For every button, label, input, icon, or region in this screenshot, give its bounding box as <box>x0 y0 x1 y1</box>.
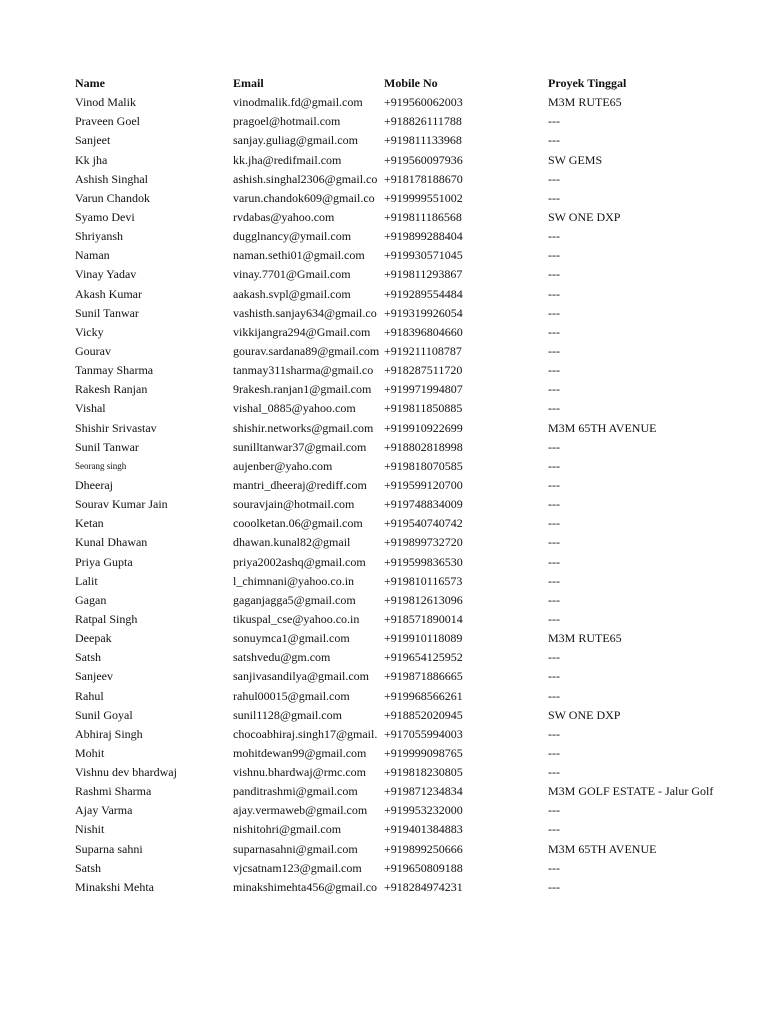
contact-proyek: --- <box>548 171 560 186</box>
contact-name: Vicky <box>75 324 104 339</box>
contact-mobile: +919810116573 <box>384 573 463 588</box>
table-row <box>75 514 755 533</box>
contact-proyek: M3M RUTE65 <box>548 95 622 110</box>
contact-table <box>75 74 755 897</box>
table-row <box>75 323 755 342</box>
contact-email: vishnu.bhardwaj@rmc.com <box>233 765 367 780</box>
contact-proyek: --- <box>548 516 560 531</box>
contact-email: sonuymca1@gmail.com <box>233 631 350 646</box>
contact-mobile: +919289554484 <box>384 286 463 301</box>
contact-name: Vishal <box>75 401 106 416</box>
contact-mobile: +917055994003 <box>384 726 463 741</box>
contact-email: chocoabhiraj.singh17@gmail. <box>233 726 378 741</box>
table-row <box>75 457 755 476</box>
contact-name: Sunil Tanwar <box>75 439 139 454</box>
table-row <box>75 476 755 495</box>
contact-mobile: +918287511720 <box>384 363 463 378</box>
contact-name: Shriyansh <box>75 229 123 244</box>
contact-proyek: --- <box>548 879 560 894</box>
contact-proyek: --- <box>548 860 560 875</box>
contact-name: Abhiraj Singh <box>75 726 143 741</box>
table-row <box>75 553 755 572</box>
table-row <box>75 820 755 839</box>
contact-email: rvdabas@yahoo.com <box>233 209 335 224</box>
contact-mobile: +919811293867 <box>384 267 463 282</box>
contact-proyek: --- <box>548 114 560 129</box>
contact-mobile: +919999098765 <box>384 745 463 760</box>
contact-name: Shishir Srivastav <box>75 420 157 435</box>
table-row <box>75 859 755 878</box>
table-row <box>75 399 755 418</box>
contact-name: Kk jha <box>75 152 108 167</box>
contact-proyek: --- <box>548 822 560 837</box>
contact-mobile: +919319926054 <box>384 305 463 320</box>
contact-mobile: +919811186568 <box>384 209 462 224</box>
contact-email: vikkijangra294@Gmail.com <box>233 324 371 339</box>
contact-email: dugglnancy@ymail.com <box>233 229 352 244</box>
contact-mobile: +919560097936 <box>384 152 463 167</box>
contact-name: Sanjeet <box>75 133 111 148</box>
table-row <box>75 419 755 438</box>
contact-mobile: +919871234834 <box>384 784 463 799</box>
contact-name: Rakesh Ranjan <box>75 382 148 397</box>
contact-name: Ashish Singhal <box>75 171 149 186</box>
contact-email: satshvedu@gm.com <box>233 650 331 665</box>
contact-mobile: +918826111788 <box>384 114 462 129</box>
contact-mobile: +918802818998 <box>384 439 463 454</box>
mobile-column-header: Mobile No <box>384 76 438 90</box>
contact-proyek: SW ONE DXP <box>548 707 621 722</box>
contact-proyek: M3M GOLF ESTATE - Jalur Golf <box>548 784 714 799</box>
contact-email: mohitdewan99@gmail.com <box>233 745 367 760</box>
table-row <box>75 725 755 744</box>
contact-mobile: +919211108787 <box>384 343 462 358</box>
contact-mobile: +918178188670 <box>384 171 463 186</box>
table-row <box>75 304 755 323</box>
table-row <box>75 572 755 591</box>
contact-mobile: +918852020945 <box>384 707 463 722</box>
contact-mobile: +919971994807 <box>384 382 463 397</box>
contact-email: shishir.networks@gmail.com <box>233 420 374 435</box>
table-row <box>75 342 755 361</box>
table-row <box>75 189 755 208</box>
contact-email: l_chimnani@yahoo.co.in <box>233 573 355 588</box>
table-body <box>75 93 755 897</box>
contact-mobile: +919401384883 <box>384 822 463 837</box>
contact-proyek: --- <box>548 477 560 492</box>
contact-proyek: SW GEMS <box>548 152 603 167</box>
contact-name: Minakshi Mehta <box>75 879 154 894</box>
contact-name: Kunal Dhawan <box>75 535 148 550</box>
table-row <box>75 706 755 725</box>
contact-email: sunil1128@gmail.com <box>233 707 342 722</box>
contact-proyek: --- <box>548 745 560 760</box>
contact-mobile: +919953232000 <box>384 803 463 818</box>
contact-email: rahul00015@gmail.com <box>233 688 350 703</box>
contact-mobile: +919748834009 <box>384 497 463 512</box>
table-row <box>75 438 755 457</box>
contact-mobile: +919540740742 <box>384 516 463 531</box>
contact-email: dhawan.kunal82@gmail <box>233 535 351 550</box>
table-row <box>75 763 755 782</box>
contact-email: aakash.svpl@gmail.com <box>233 286 351 301</box>
contact-proyek: --- <box>548 669 560 684</box>
table-row <box>75 667 755 686</box>
table-row <box>75 265 755 284</box>
contact-proyek: --- <box>548 726 560 741</box>
contact-proyek: --- <box>548 267 560 282</box>
contact-mobile: +919999551002 <box>384 190 463 205</box>
contact-name: Syamo Devi <box>75 209 135 224</box>
contact-proyek: --- <box>548 133 560 148</box>
contact-proyek: --- <box>548 229 560 244</box>
contact-email: vinay.7701@Gmail.com <box>233 267 351 282</box>
contact-mobile: +919910118089 <box>384 631 463 646</box>
contact-mobile: +919899732720 <box>384 535 463 550</box>
contact-email: cooolketan.06@gmail.com <box>233 516 363 531</box>
contact-email: priya2002ashq@gmail.com <box>233 554 366 569</box>
contact-mobile: +919650809188 <box>384 860 463 875</box>
contact-email: mantri_dheeraj@rediff.com <box>233 477 367 492</box>
contact-proyek: M3M 65TH AVENUE <box>548 420 657 435</box>
contact-email: vishal_0885@yahoo.com <box>233 401 356 416</box>
table-row <box>75 170 755 189</box>
contact-proyek: --- <box>548 248 560 263</box>
contact-proyek: --- <box>548 286 560 301</box>
contact-name: Sunil Goyal <box>75 707 133 722</box>
table-row <box>75 495 755 514</box>
table-row <box>75 782 755 801</box>
contact-mobile: +919968566261 <box>384 688 463 703</box>
contact-mobile: +919599836530 <box>384 554 463 569</box>
contact-email: varun.chandok609@gmail.co <box>233 190 375 205</box>
contact-email: kk.jha@redifmail.com <box>233 152 342 167</box>
proyek-column-header: Proyek Tinggal <box>548 76 627 90</box>
contact-email: nishitohri@gmail.com <box>233 822 342 837</box>
contact-name: Satsh <box>75 650 102 665</box>
contact-proyek: --- <box>548 765 560 780</box>
contact-name: Ratpal Singh <box>75 611 138 626</box>
contact-name: Suparna sahni <box>75 841 143 856</box>
contact-email: gaganjagga5@gmail.com <box>233 592 356 607</box>
header-row <box>75 74 755 93</box>
contact-name: Lalit <box>75 573 98 588</box>
name-column-header: Name <box>75 76 105 90</box>
contact-email: pragoel@hotmail.com <box>233 114 341 129</box>
email-column-header: Email <box>233 76 264 90</box>
contact-proyek: --- <box>548 803 560 818</box>
contact-proyek: --- <box>548 324 560 339</box>
contact-name: Sunil Tanwar <box>75 305 139 320</box>
table-row <box>75 744 755 763</box>
contact-email: naman.sethi01@gmail.com <box>233 248 365 263</box>
table-row <box>75 610 755 629</box>
contact-mobile: +919599120700 <box>384 477 463 492</box>
contact-name: Gourav <box>75 343 111 358</box>
contact-name: Priya Gupta <box>75 554 133 569</box>
contact-name: Praveen Goel <box>75 114 140 129</box>
contact-name: Sanjeev <box>75 669 113 684</box>
contact-proyek: --- <box>548 573 560 588</box>
contact-mobile: +919899250666 <box>384 841 463 856</box>
contact-email: souravjain@hotmail.com <box>233 497 355 512</box>
contact-mobile: +919930571045 <box>384 248 463 263</box>
contact-email: 9rakesh.ranjan1@gmail.com <box>233 382 372 397</box>
contact-email: vashisth.sanjay634@gmail.co <box>233 305 377 320</box>
contact-mobile: +919818230805 <box>384 765 463 780</box>
contact-mobile: +919871886665 <box>384 669 463 684</box>
contact-proyek: SW ONE DXP <box>548 209 621 224</box>
contact-name: Tanmay Sharma <box>75 363 154 378</box>
contact-email: sanjivasandilya@gmail.com <box>233 669 370 684</box>
table-row <box>75 246 755 265</box>
contact-name: Ketan <box>75 516 104 531</box>
table-row <box>75 93 755 112</box>
contact-name: Dheeraj <box>75 477 113 492</box>
contact-mobile: +918571890014 <box>384 611 463 626</box>
table-row <box>75 687 755 706</box>
contact-mobile: +918396804660 <box>384 324 463 339</box>
contact-proyek: --- <box>548 382 560 397</box>
contact-name: Akash Kumar <box>75 286 142 301</box>
contact-email: tanmay311sharma@gmail.co <box>233 363 374 378</box>
contact-mobile: +919910922699 <box>384 420 463 435</box>
contact-proyek: M3M 65TH AVENUE <box>548 841 657 856</box>
contact-email: ajay.vermaweb@gmail.com <box>233 803 368 818</box>
contact-email: sanjay.guliag@gmail.com <box>233 133 358 148</box>
table-row <box>75 380 755 399</box>
contact-mobile: +919899288404 <box>384 229 463 244</box>
contact-email: minakshimehta456@gmail.co <box>233 879 378 894</box>
table-row <box>75 227 755 246</box>
contact-name: Rahul <box>75 688 104 703</box>
table-row <box>75 208 755 227</box>
contact-proyek: --- <box>548 458 560 473</box>
table-row <box>75 801 755 820</box>
contact-proyek: --- <box>548 363 560 378</box>
contact-name: Rashmi Sharma <box>75 784 152 799</box>
contact-name: Sourav Kumar Jain <box>75 497 168 512</box>
contact-mobile: +919811850885 <box>384 401 463 416</box>
contact-name: Seorang singh <box>75 460 127 471</box>
table-row <box>75 533 755 552</box>
contact-name: Mohit <box>75 745 105 760</box>
contact-mobile: +918284974231 <box>384 879 463 894</box>
contact-name: Satsh <box>75 860 102 875</box>
contact-proyek: --- <box>548 401 560 416</box>
contact-name: Ajay Varma <box>75 803 133 818</box>
table-row <box>75 112 755 131</box>
contact-name: Naman <box>75 248 110 263</box>
table-row <box>75 361 755 380</box>
table-row <box>75 151 755 170</box>
table-row <box>75 878 755 897</box>
contact-email: sunilltanwar37@gmail.com <box>233 439 367 454</box>
table-row <box>75 648 755 667</box>
table-row <box>75 629 755 648</box>
contact-proyek: --- <box>548 592 560 607</box>
contact-proyek: --- <box>548 305 560 320</box>
contact-proyek: --- <box>548 611 560 626</box>
contact-email: vinodmalik.fd@gmail.com <box>233 95 363 110</box>
contact-name: Deepak <box>75 631 112 646</box>
contact-name: Vishnu dev bhardwaj <box>75 765 177 780</box>
contact-name: Varun Chandok <box>75 190 150 205</box>
contact-email: tikuspal_cse@yahoo.co.in <box>233 611 360 626</box>
contact-mobile: +919811133968 <box>384 133 462 148</box>
contact-mobile: +919812613096 <box>384 592 463 607</box>
contact-email: vjcsatnam123@gmail.com <box>233 860 362 875</box>
table-row <box>75 591 755 610</box>
contact-name: Nishit <box>75 822 105 837</box>
contact-email: aujenber@yaho.com <box>233 458 333 473</box>
contact-mobile: +919560062003 <box>384 95 463 110</box>
table-row <box>75 285 755 304</box>
contact-mobile: +919654125952 <box>384 650 463 665</box>
contact-proyek: --- <box>548 650 560 665</box>
contact-proyek: --- <box>548 554 560 569</box>
contact-proyek: --- <box>548 535 560 550</box>
contact-email: ashish.singhal2306@gmail.co <box>233 171 378 186</box>
contact-email: gourav.sardana89@gmail.com <box>233 343 380 358</box>
contact-proyek: --- <box>548 688 560 703</box>
contact-name: Gagan <box>75 592 107 607</box>
contact-name: Vinay Yadav <box>75 267 137 282</box>
contact-proyek: --- <box>548 343 560 358</box>
contact-proyek: --- <box>548 190 560 205</box>
contact-proyek: --- <box>548 497 560 512</box>
contact-proyek: --- <box>548 439 560 454</box>
contact-mobile: +919818070585 <box>384 458 463 473</box>
contact-name: Vinod Malik <box>75 95 136 110</box>
table-row <box>75 840 755 859</box>
contact-proyek: M3M RUTE65 <box>548 631 622 646</box>
contact-email: panditrashmi@gmail.com <box>233 784 358 799</box>
table-row <box>75 131 755 150</box>
contact-email: suparnasahni@gmail.com <box>233 841 358 856</box>
